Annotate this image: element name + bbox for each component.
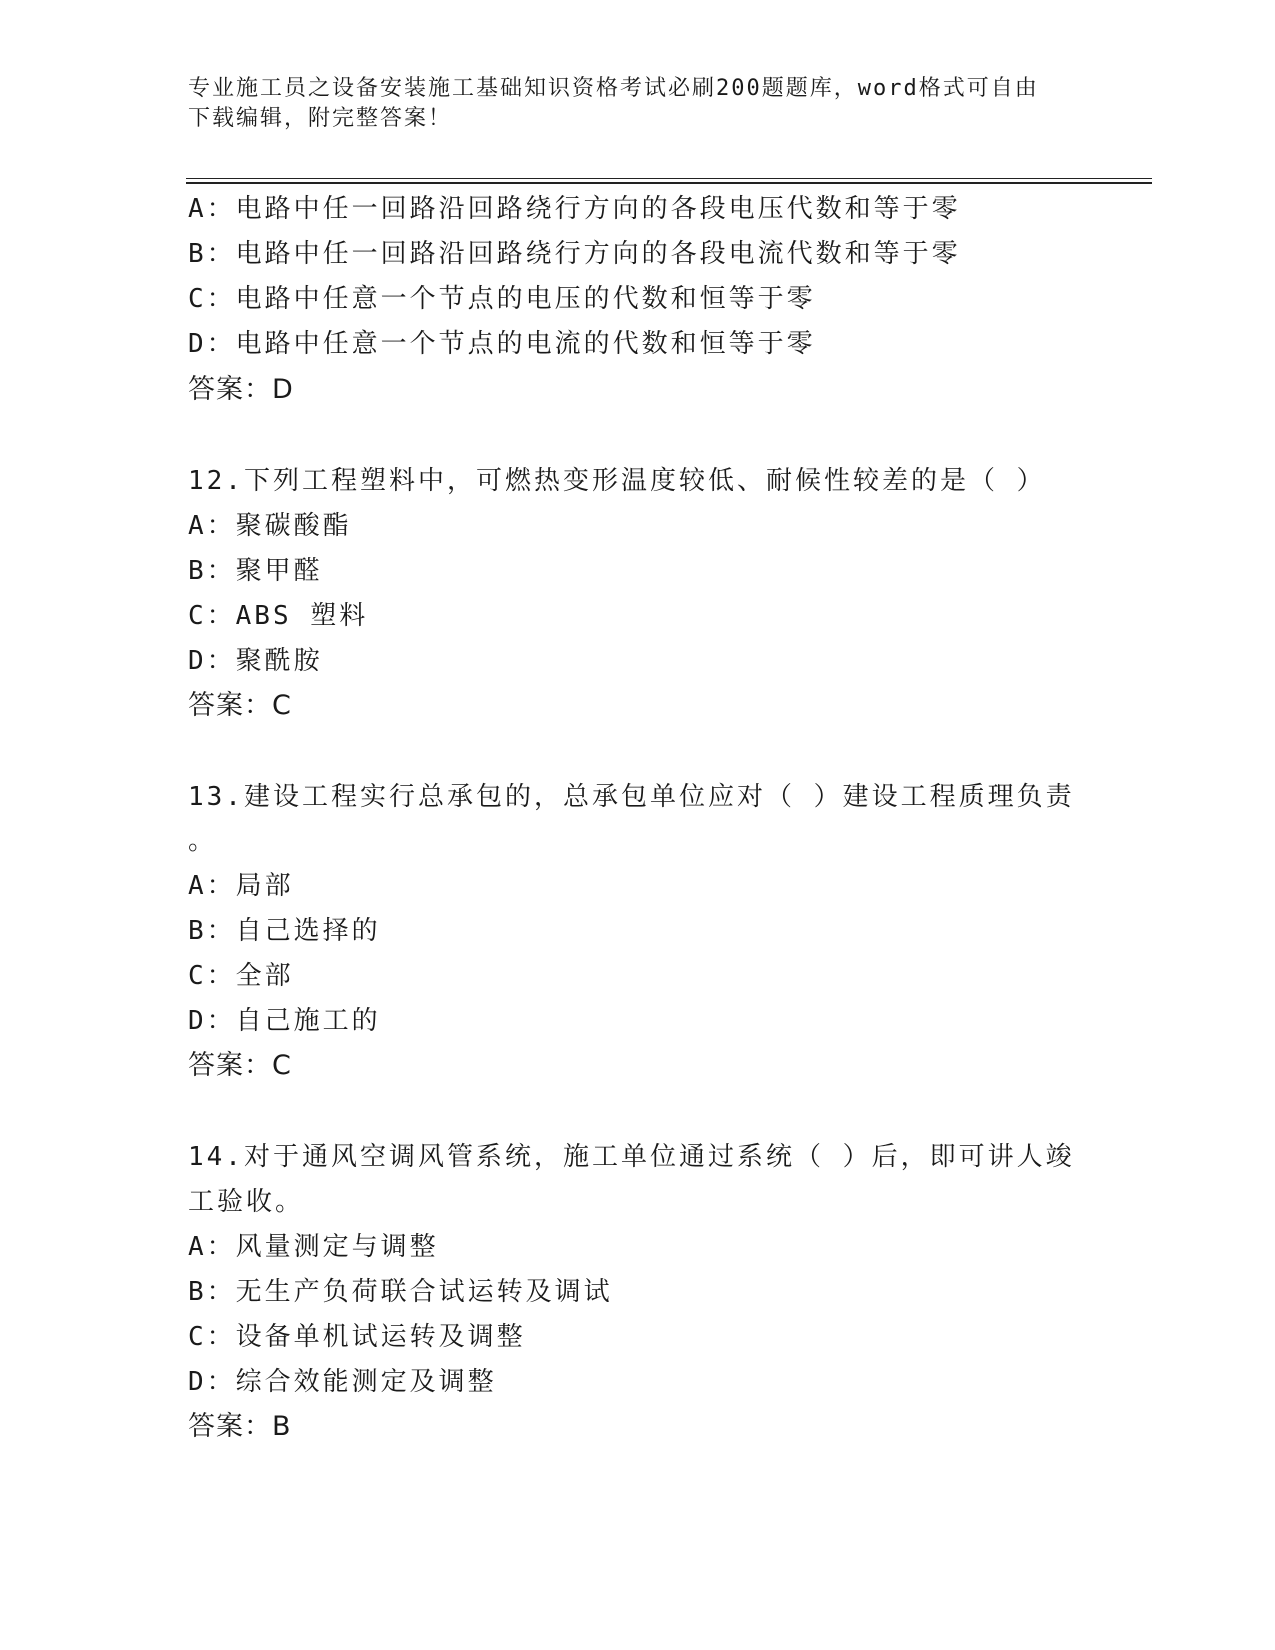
q14-option-a: A：风量测定与调整 — [188, 1232, 439, 1262]
q12-option-d: D：聚酰胺 — [188, 646, 323, 676]
q12-stem: 12.下列工程塑料中，可燃热变形温度较低、耐候性较差的是（ ） — [188, 466, 1046, 496]
q14-option-d: D：综合效能测定及调整 — [188, 1367, 497, 1397]
document-header — [188, 74, 1068, 134]
q11-option-a: A：电路中任一回路沿回路绕行方向的各段电压代数和等于零 — [188, 194, 961, 224]
q13-stem-line-2: 。 — [188, 826, 218, 856]
q14-stem-line-2: 工验收。 — [188, 1187, 305, 1217]
q11-answer: 答案：D — [188, 374, 294, 405]
q11-option-d: D：电路中任意一个节点的电流的代数和恒等于零 — [188, 329, 816, 359]
q12-answer: 答案：C — [188, 690, 292, 721]
header-rule-thick — [186, 182, 1152, 184]
q12-option-b: B：聚甲醛 — [188, 556, 323, 586]
q14-stem-line-1: 14.对于通风空调风管系统，施工单位通过系统（ ）后，即可讲人竣 — [188, 1142, 1075, 1172]
q12-option-a: A：聚碳酸酯 — [188, 511, 352, 541]
q13-option-d: D：自己施工的 — [188, 1006, 381, 1036]
q14-option-b: B：无生产负荷联合试运转及调试 — [188, 1277, 613, 1307]
q12-option-c: C：ABS 塑料 — [188, 601, 369, 631]
q11-option-c: C：电路中任意一个节点的电压的代数和恒等于零 — [188, 284, 816, 314]
q13-option-a: A：局部 — [188, 871, 294, 901]
q13-option-c: C：全部 — [188, 961, 294, 991]
q14-answer: 答案：B — [188, 1411, 292, 1442]
q13-stem-line-1: 13.建设工程实行总承包的，总承包单位应对（ ）建设工程质理负责 — [188, 782, 1075, 812]
header-line-2: 下载编辑，附完整答案！ — [188, 106, 453, 131]
header-line-1: 专业施工员之设备安装施工基础知识资格考试必刷200题题库，word格式可自由 — [188, 76, 1039, 101]
q11-option-b: B：电路中任一回路沿回路绕行方向的各段电流代数和等于零 — [188, 239, 961, 269]
header-rule-thin — [186, 178, 1152, 179]
q13-answer: 答案：C — [188, 1050, 292, 1081]
q14-option-c: C：设备单机试运转及调整 — [188, 1322, 526, 1352]
q13-option-b: B：自己选择的 — [188, 916, 381, 946]
